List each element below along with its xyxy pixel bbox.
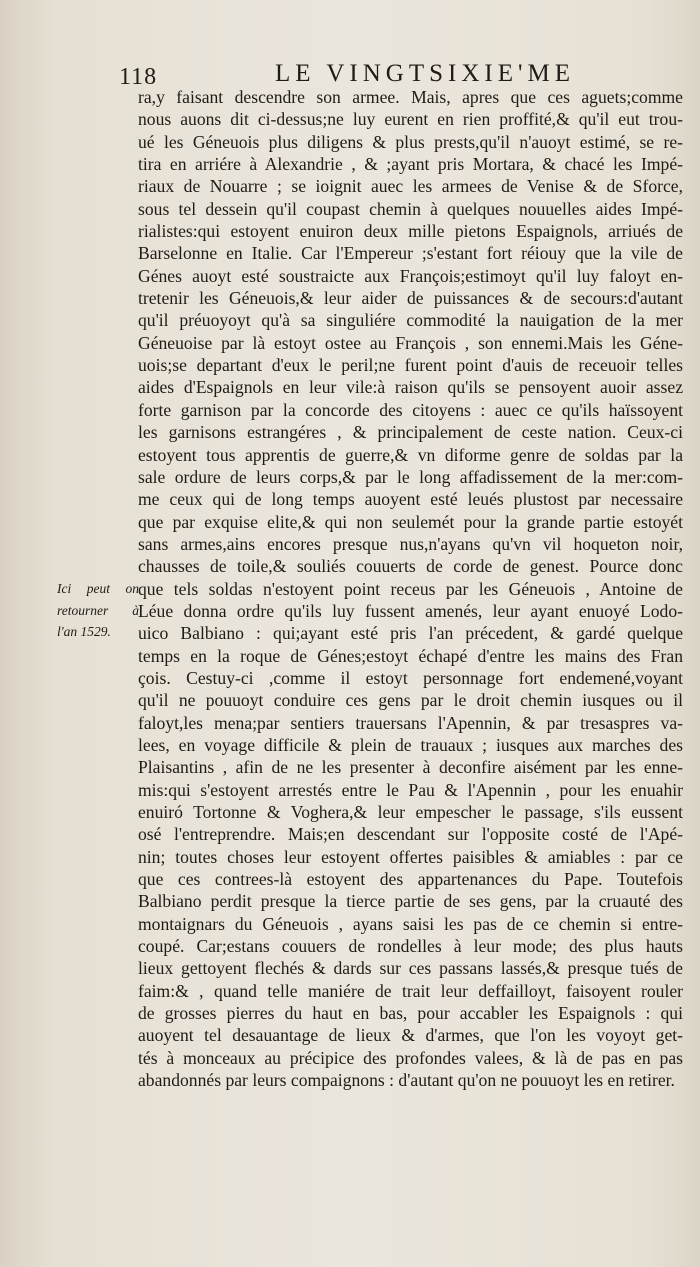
text-line: coupé. Car;estans couuers de rondelles à leur mode; des plus hauts <box>138 936 683 957</box>
text-line: que ces contrees-là estoyent des appartenances du Pape. Toutefois <box>138 869 683 890</box>
text-line: que par exquise elite,& qui non seulemét pour la grande partie estoyét <box>138 511 683 532</box>
running-title: LE VINGTSIXIE'ME <box>275 60 575 87</box>
text-line: Balbiano perdit presque la tierce partie de ses gens, par la cruauté des <box>138 891 683 912</box>
text-line: forte garnison par la concorde des citoyens : auec ce qu'ils haïssoyent <box>138 399 683 420</box>
text-line: que tels soldas n'estoyent point receus par les Géneuois , Antoine de <box>138 578 683 599</box>
text-line: osé l'entreprendre. Mais;en descendant sur l'opposite costé de l'Apé- <box>138 824 683 845</box>
text-line: me ceux qui de long temps auoyent esté leués plustost par necessaire <box>138 489 683 510</box>
margin-note-line: Ici peut on <box>57 581 139 596</box>
text-line: temps en la roque de Génes;estoyt échapé d'entre les mains des Fran <box>138 645 683 666</box>
margin-note-line: l'an 1529. <box>57 624 111 639</box>
text-line: sans armes,ains encores presque nus,n'ayans qu'vn vil hoqueton noir, <box>138 533 683 554</box>
text-line: estoyent tous apprentis de guerre,& vn diforme genre de soldas par la <box>138 444 683 465</box>
text-line: uois;se departant d'eux le peril;ne furent point d'auis de receuoir telles <box>138 355 683 376</box>
text-line: çois. Cestuy-ci ,comme il estoyt personnage fort endemené,voyant <box>138 667 683 688</box>
text-line: lieux gettoyent flechés & dards sur ces passans lassés,& presque tués de <box>138 958 683 979</box>
text-line: Génes auoyt esté soustraicte aux François;estimoyt qu'il luy faloyt en- <box>138 265 683 286</box>
page-number: 118 <box>119 64 158 90</box>
text-line: mis:qui s'estoyent arrestés entre le Pau & l'Apennin , pour les enuahir <box>138 779 683 800</box>
text-line: Géneuoise par là estoyt ostee au François , son ennemi.Mais les Géne- <box>138 332 683 353</box>
text-line: tretenir les Géneuois,& leur aider de puissances & de secours:d'autant <box>138 288 683 309</box>
text-line: aides d'Espaignols en leur vile:à raison qu'ils se pensoyent auoir assez <box>138 377 683 398</box>
text-line: abandonnés par leurs compaignons : d'autant qu'on ne pouuoyt les en retirer. <box>138 1070 675 1091</box>
text-line: qu'il préuoyoyt qu'à sa singuliére commodité la nauigation de la mer <box>138 310 683 331</box>
text-line: lees, en voyage difficile & plein de trauaux ; iusques aux marches des <box>138 734 683 755</box>
text-line: faim:& , quand telle maniére de trait leur deffailloyt, faisoyent rouler <box>138 980 683 1001</box>
text-line: ra,y faisant descendre son armee. Mais, apres que ces aguets;comme <box>138 87 683 107</box>
text-line: de grosses pierres du haut en bas, pour accabler les Espaignols : qui <box>138 1003 683 1024</box>
text-line: montaignars du Géneuois , ayans saisi les pas de ce chemin si entre- <box>138 913 683 934</box>
text-line: uico Balbiano : qui;ayant esté pris l'an précedent, & gardé quelque <box>138 623 683 644</box>
text-line: tés à monceaux au précipice des profondes valees, & là de pas en pas <box>138 1047 683 1068</box>
text-line: chausses de toile,& souliés couuerts de corde de genest. Pource donc <box>138 556 683 577</box>
text-line: auoyent tel desauantage de lieux & d'armes, que l'on les voyoyt get- <box>138 1025 683 1046</box>
text-line: Plaisantins , afin de ne les presenter à deconfire aisément par les enne- <box>138 757 683 778</box>
text-line: enuiró Tortonne & Voghera,& leur empescher le passage, s'ils eussent <box>138 802 683 822</box>
text-line: faloyt,les mena;par sentiers trauersans l'Apennin, & par tresaspres va- <box>138 712 683 733</box>
text-line: sale ordure de leurs corps,& par le long affadissement de la mer:com- <box>138 466 683 487</box>
text-line: sous tel dessein qu'il coupast chemin à quelques nouuelles aides Impé- <box>138 198 683 219</box>
text-line: qu'il ne pouuoyt conduire ces gens par le droit chemin iusques ou il <box>138 690 683 711</box>
text-line: nous auons dit ci-dessus;ne luy eurent en rien proffité,& qu'il eut trou- <box>138 109 683 130</box>
text-line: ué les Géneuois plus diligens & plus prests,qu'il n'auoyt estimé, se re- <box>138 131 683 152</box>
text-line: Barselonne en Italie. Car l'Empereur ;s'estant fort réiouy que la vile de <box>138 243 683 264</box>
margin-note-line: retourner à <box>57 602 139 618</box>
text-line: tira en arriére à Alexandrie , & ;ayant pris Mortara, & chacé les Impé- <box>138 154 683 175</box>
text-line: les garnisons estrangéres , & principalement de ceste nation. Ceux-ci <box>138 422 683 443</box>
text-line: rialistes:qui estoyent enuiron deux mille pietons Espaignols, arriués de <box>138 221 683 242</box>
page-header <box>0 50 700 90</box>
text-line: nin; toutes choses leur estoyent offertes paisibles & amiables : par ce <box>138 846 683 867</box>
body-text <box>138 86 683 1091</box>
text-line: Léue donna ordre qu'ils luy fussent amenés, leur ayant enuoyé Lodo- <box>138 600 683 621</box>
text-line: riaux de Nouarre ; se ioignit auec les armees de Venise & de Sforce, <box>138 176 683 197</box>
margin-note <box>57 578 139 643</box>
